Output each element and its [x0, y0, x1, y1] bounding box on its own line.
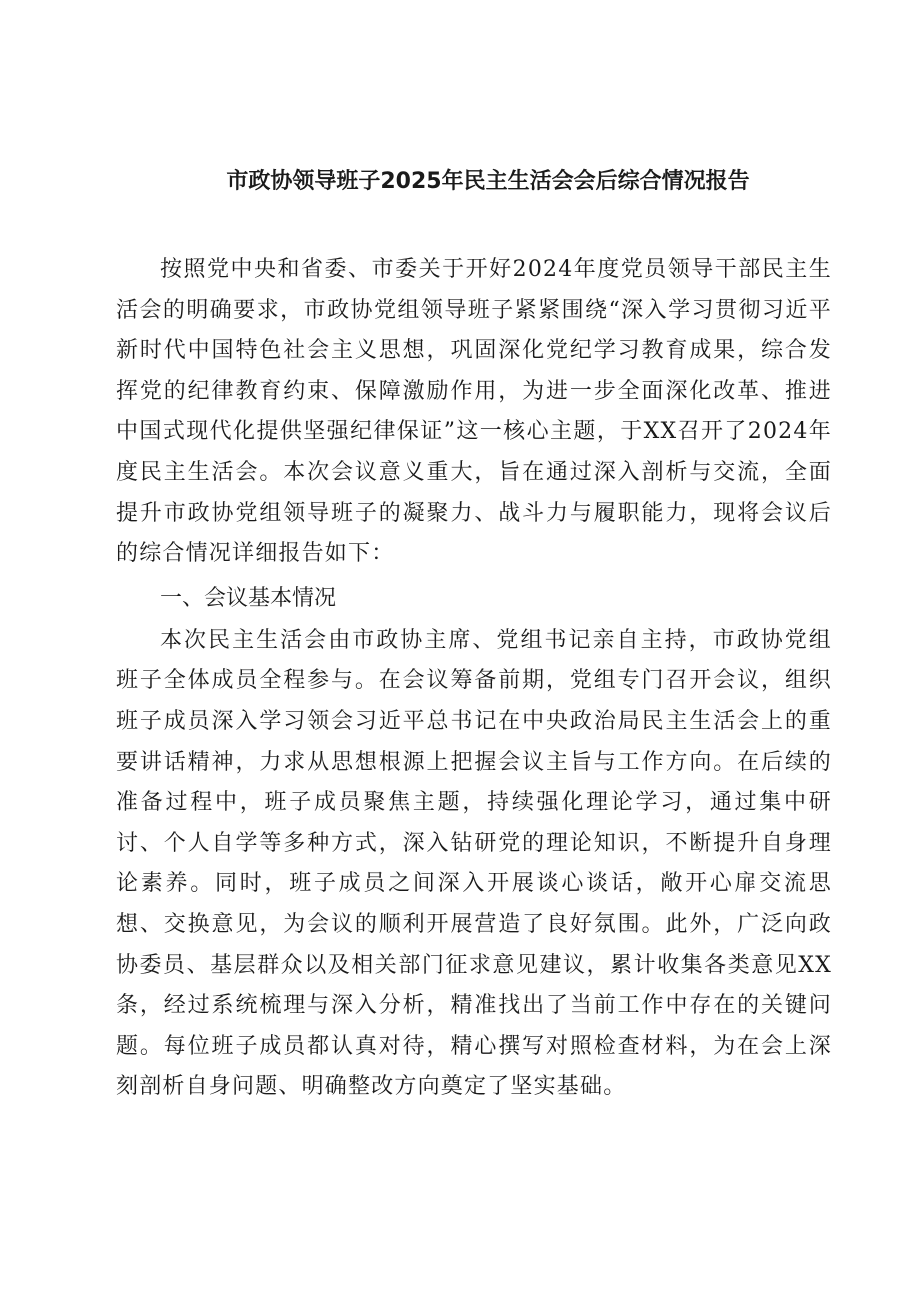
section-paragraph: 本次民主生活会由市政协主席、党组书记亲自主持，市政协党组班子全体成员全程参与。在会议筹备前期，党组专门召开会议，组织班子成员深入学习领会习近平总书记在中央政治局民主生活会上的重要讲话精神，力求从思想根源上把握会议主旨与工作方向。在后续的准备过程中，班子成员聚焦主题，持续强化理论学习，通过集中研讨、个人自学等多种方式，深入钻研党的理论知识，不断提升自身理论素养。同时，班子成员之间深入开展谈心谈话，敞开心扉交流思想、交换意见，为会议的顺利开展营造了良好氛围。此外，广泛向政协委员、基层群众以及相关部门征求意见建议，累计收集各类意见XX条，经过系统梳理与深入分析，精准找出了当前工作中存在的关键问题。每位班子成员都认真对待，精心撰写对照检查材料，为在会上深刻剖析自身问题、明确整改方向奠定了坚实基础。 [116, 627, 832, 1100]
document-title: 市政协领导班子2025年民主生活会会后综合情况报告 [226, 169, 750, 194]
section-heading: 一、会议基本情况 [160, 585, 337, 611]
intro-paragraph: 按照党中央和省委、市委关于开好2024年度党员领导干部民主生活会的明确要求，市政协党组领导班子紧紧围绕“深入学习贯彻习近平新时代中国特色社会主义思想，巩固深化党纪学习教育成果，综合发挥党的纪律教育约束、保障激励作用，为进一步全面深化改革、推进中国式现代化提供坚强纪律保证”这一核心主题，于XX召开了2024年度民主生活会。本次会议意义重大，旨在通过深入剖析与交流，全面提升市政协党组领导班子的凝聚力、战斗力与履职能力，现将会议后的综合情况详细报告如下： [116, 257, 832, 567]
